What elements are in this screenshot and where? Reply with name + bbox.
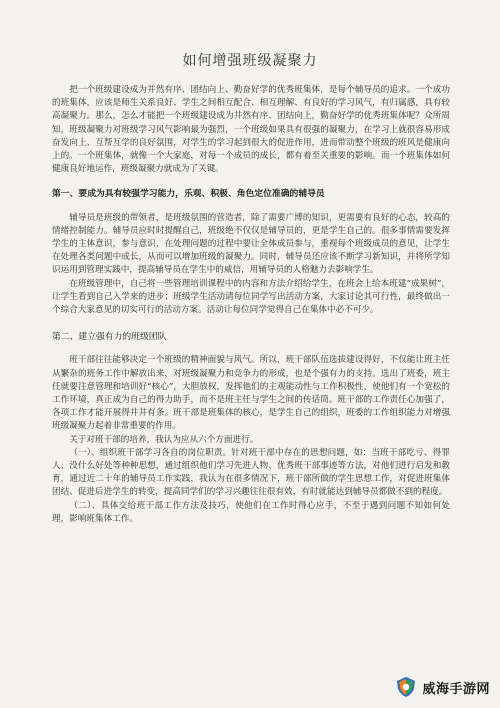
section1-paragraph: 辅导员是班级的带领者，是班级氛围的营造者，除了需要广博的知识，更需要有良好的心态，较高的情绪控制能力。辅导员应时时提醒自己，班级绝不仅仅是辅导员的，更是学生自己的。很多事情需要发挥学生的主体意识，参与意识，在处理问题的过程中要让全体成员参与，重视每个班级成员的意见，让学生在处理各类问题中成长，从而可以增加班级的凝聚力。同时，辅导员还应该不断学习新知识，并将所学知识运用到管理实践中，提高辅导员在学生中的威信，用辅导员的人格魅力去影响学生。: [52, 212, 450, 276]
shield-logo-icon: [395, 676, 417, 698]
watermark-logo: [395, 676, 490, 698]
section2-paragraph: 关于对班干部的培养，我认为应从六个方面进行。: [69, 434, 259, 445]
section-heading-1: 第一、要成为具有较强学习能力，乐观、积极、角色定位准确的辅导员: [52, 189, 325, 200]
section1-paragraph: 在班级管理中，自己将一些管理培训课程中的内容和方法介绍给学生，在班会上给本班建“成果树”，让学生看到自己入学来的进步；班级学生活动请每位同学写出活动方案，大家讨论其可行性，最终做出一个综合大家意见的切实可行的活动方案。活动让每位同学觉得自己在集体中必不可少。: [52, 278, 450, 316]
section2-paragraph: （二）、具体交给班干部工作方法及技巧，使他们在工作时得心应手，不至于遇到问题不知如何处理，影响班集体工作。: [52, 500, 450, 524]
document-body: [52, 84, 450, 526]
page-title: 如何增强班级凝聚力: [182, 53, 318, 69]
intro-paragraph: 把一个班级建设成为井然有序、团结向上、勤奋好学的优秀班集体，是每个辅导员的追求。一个成功的班集体，应该是师生关系良好、学生之间相互配合、相互理解、有良好的学习风气，有归属感，具有较高凝聚力。那么，怎么才能把一个班级建设成为井然有序、团结向上，勤奋好学的优秀班集体呢？众所周知，班级凝聚力对班级学习风气影响最为强烈，一个班级如果具有很强的凝聚力，在学习上就很容易形成奋发向上、互帮互学的良好氛围，对学生的学习起到很大的促进作用，进而带动整个班级的班风是健康向上的。一个班集体，就像一个大家庭，对每一个成员的成长，都有着至关重要的影响。而一个班集体如何健康良好地运作，班级凝聚力就成为了关键。: [52, 85, 450, 175]
section2-paragraph: （一）、组织班干部学习各自的岗位职责。针对班干部中存在的思想问题，如：当班干部吃亏、得罪人、没什么好处等种种思想，通过组织他们学习先进人物、优秀班干部事迹等方法，对他们进行启发和教育，通过近二十年的辅导员工作实践，我认为在很多情况下，班干部所做的学生思想工作，对促进班集体团结、促进后进学生的转变，提高同学们的学习兴趣往往很有效，有时就能达到辅导员都做不到的程度。: [52, 447, 450, 498]
section-heading-2: 第二、建立强有力的班级团队: [52, 332, 167, 343]
watermark-text: 威海手游网: [422, 681, 490, 697]
section2-paragraph: 班干部往往能够决定一个班级的精神面貌与风气。所以，班干部队伍选拔建设得好，不仅能让班主任从繁杂的班务工作中解放出来，对班级凝聚力和竞争力的形成，也是个强有力的支持。选出了班委，班主任就要注意管理和培训好“核心”，大胆放权，发挥他们的主观能动性与工作积极性，使他们有一个宽松的工作环境，真正成为自己的得力助手，而不是班主任与学生之间的传话筒。班干部的工作责任心加强了，各项工作才能开展得井井有条。班干部是班集体的核心，是学生自己的组织，班委的工作组织能力对增强班级凝聚力起着非常重要的作用。: [52, 355, 450, 432]
